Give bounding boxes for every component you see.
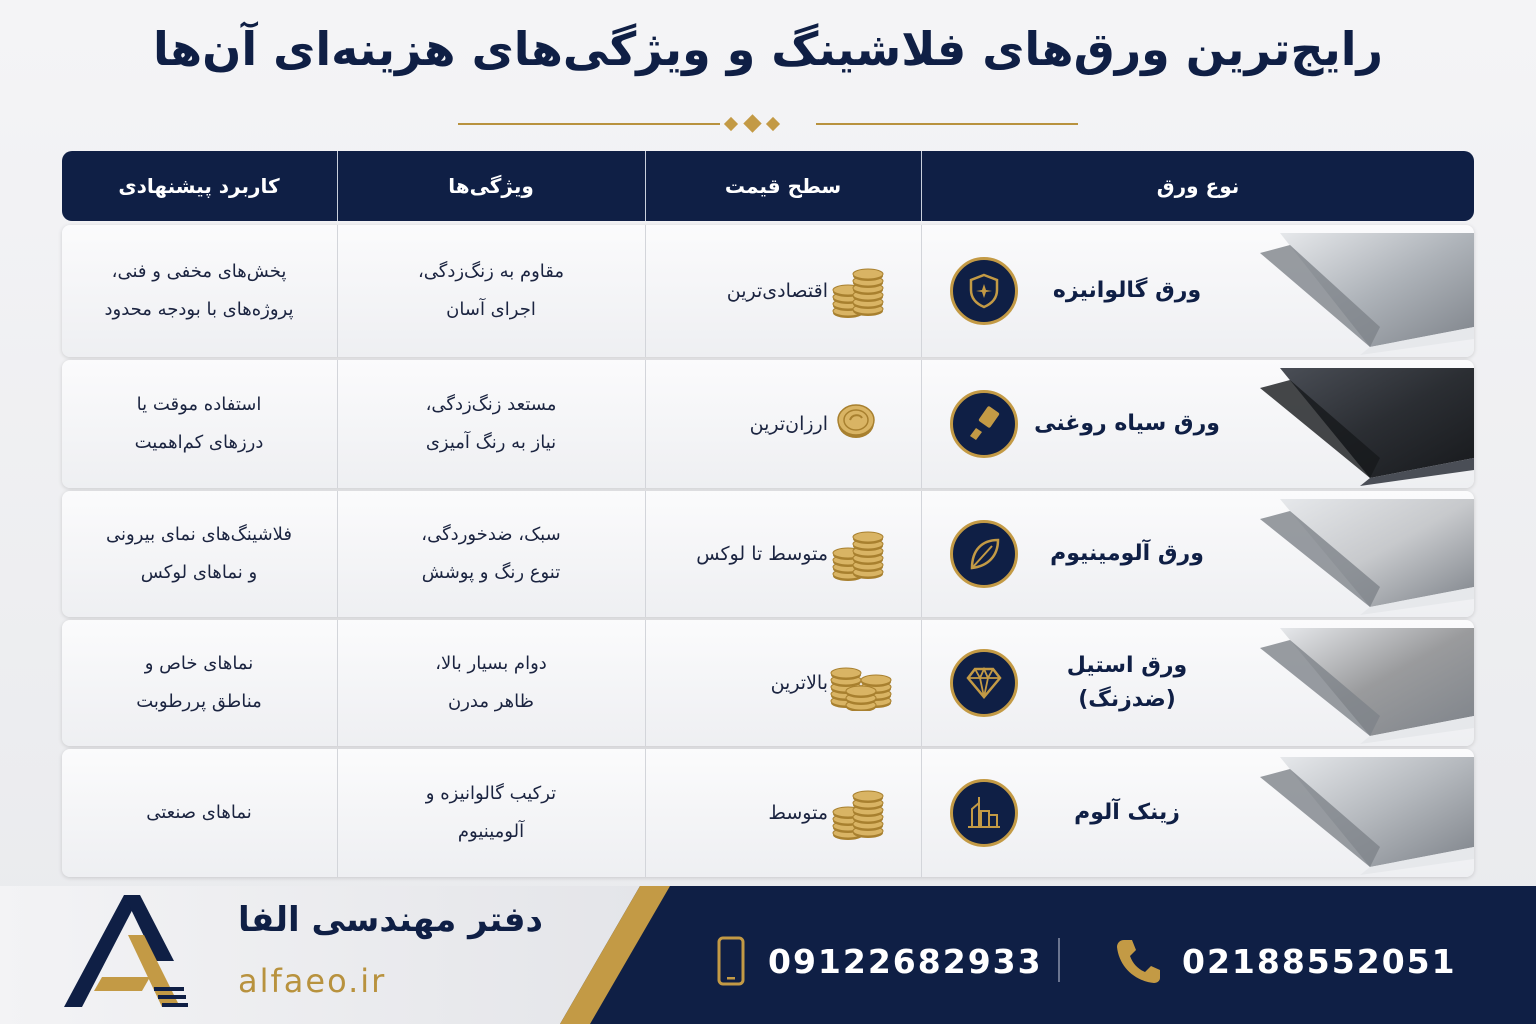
table-row [62,749,1474,877]
usage-text: درزهای کم‌اهمیت [134,432,264,453]
sheet-image [1220,749,1474,877]
feature-text: نیاز به رنگ آمیزی [425,432,557,453]
header-features: ویژگی‌ها [448,174,534,198]
leaf-icon [950,520,1018,588]
paint-brush-icon [950,390,1018,458]
feature-text: مقاوم به زنگ‌زدگی، [417,261,565,282]
coin-pile-icon [826,655,898,715]
price-level: بالاترین [770,672,828,694]
feature-text: ترکیب گالوانیزه و [425,783,557,804]
coin-stacks-icon [826,526,890,586]
usage-text: نماهای صنعتی [146,802,252,823]
sheet-name: (ضدزنگ) [1078,687,1176,712]
usage-text: پروژه‌های با بودجه محدود [104,299,294,320]
brand-name: دفتر مهندسی الفا [238,900,543,940]
sheet-name: ورق آلومینیوم [1050,541,1204,566]
diamond-icon [950,649,1018,717]
sheet-name: زینک آلوم [1074,800,1180,825]
header-usage: کاربرد پیشنهادی [118,174,280,198]
header-price: سطح قیمت [724,174,842,198]
usage-text: فلاشینگ‌های نمای بیرونی [106,524,292,545]
mobile-number[interactable]: 09122682933 [768,942,1043,981]
table-row [62,620,1474,746]
sheet-image [1220,360,1474,488]
feature-text: دوام بسیار بالا، [435,653,547,674]
sheet-name: ورق استیل [1066,653,1188,678]
sheet-image [1220,620,1474,746]
usage-text: نماهای خاص و [144,653,254,674]
shield-icon [950,257,1018,325]
price-level: اقتصادی‌ترین [726,280,828,302]
table-row [62,225,1474,357]
price-level: متوسط تا لوکس [696,543,828,565]
buildings-icon [950,779,1018,847]
price-level: ارزان‌ترین [749,413,828,435]
coin-stacks-icon [826,785,890,845]
feature-text: سبک، ضدخوردگی، [421,524,561,545]
feature-text: ظاهر مدرن [448,691,534,712]
landline-number[interactable]: 02188552051 [1182,942,1457,981]
sheet-image [1220,491,1474,617]
title-divider [458,112,1078,136]
sheet-name: ورق سیاه روغنی [1034,411,1220,436]
feature-text: تنوع رنگ و پوشش [421,562,561,583]
usage-text: مناطق پررطوبت [136,691,262,712]
usage-text: استفاده موقت یا [136,394,262,415]
coin-stacks-icon [826,263,890,323]
table-row [62,491,1474,617]
feature-text: مستعد زنگ‌زدگی، [425,394,557,415]
telephone-icon [1114,936,1162,986]
alfa-logo [62,895,192,1011]
usage-text: پخش‌های مخفی و فنی، [111,261,287,282]
mobile-phone-icon [716,936,746,986]
usage-text: و نماهای لوکس [140,562,258,583]
feature-text: آلومینیوم [457,821,525,842]
table-header [62,151,1474,221]
footer-divider [1058,938,1060,982]
header-type: نوع ورق [1156,174,1240,198]
table-row [62,360,1474,488]
brand-url[interactable]: alfaeo.ir [238,962,387,1000]
single-coin-icon [826,396,886,448]
sheet-image [1220,225,1474,357]
feature-text: اجرای آسان [446,299,536,320]
page-title: رایج‌ترین ورق‌های فلاشینگ و ویژگی‌های هزینه‌ای آن‌ها [152,22,1384,76]
price-level: متوسط [768,802,828,824]
sheet-name: ورق گالوانیزه [1052,278,1202,303]
